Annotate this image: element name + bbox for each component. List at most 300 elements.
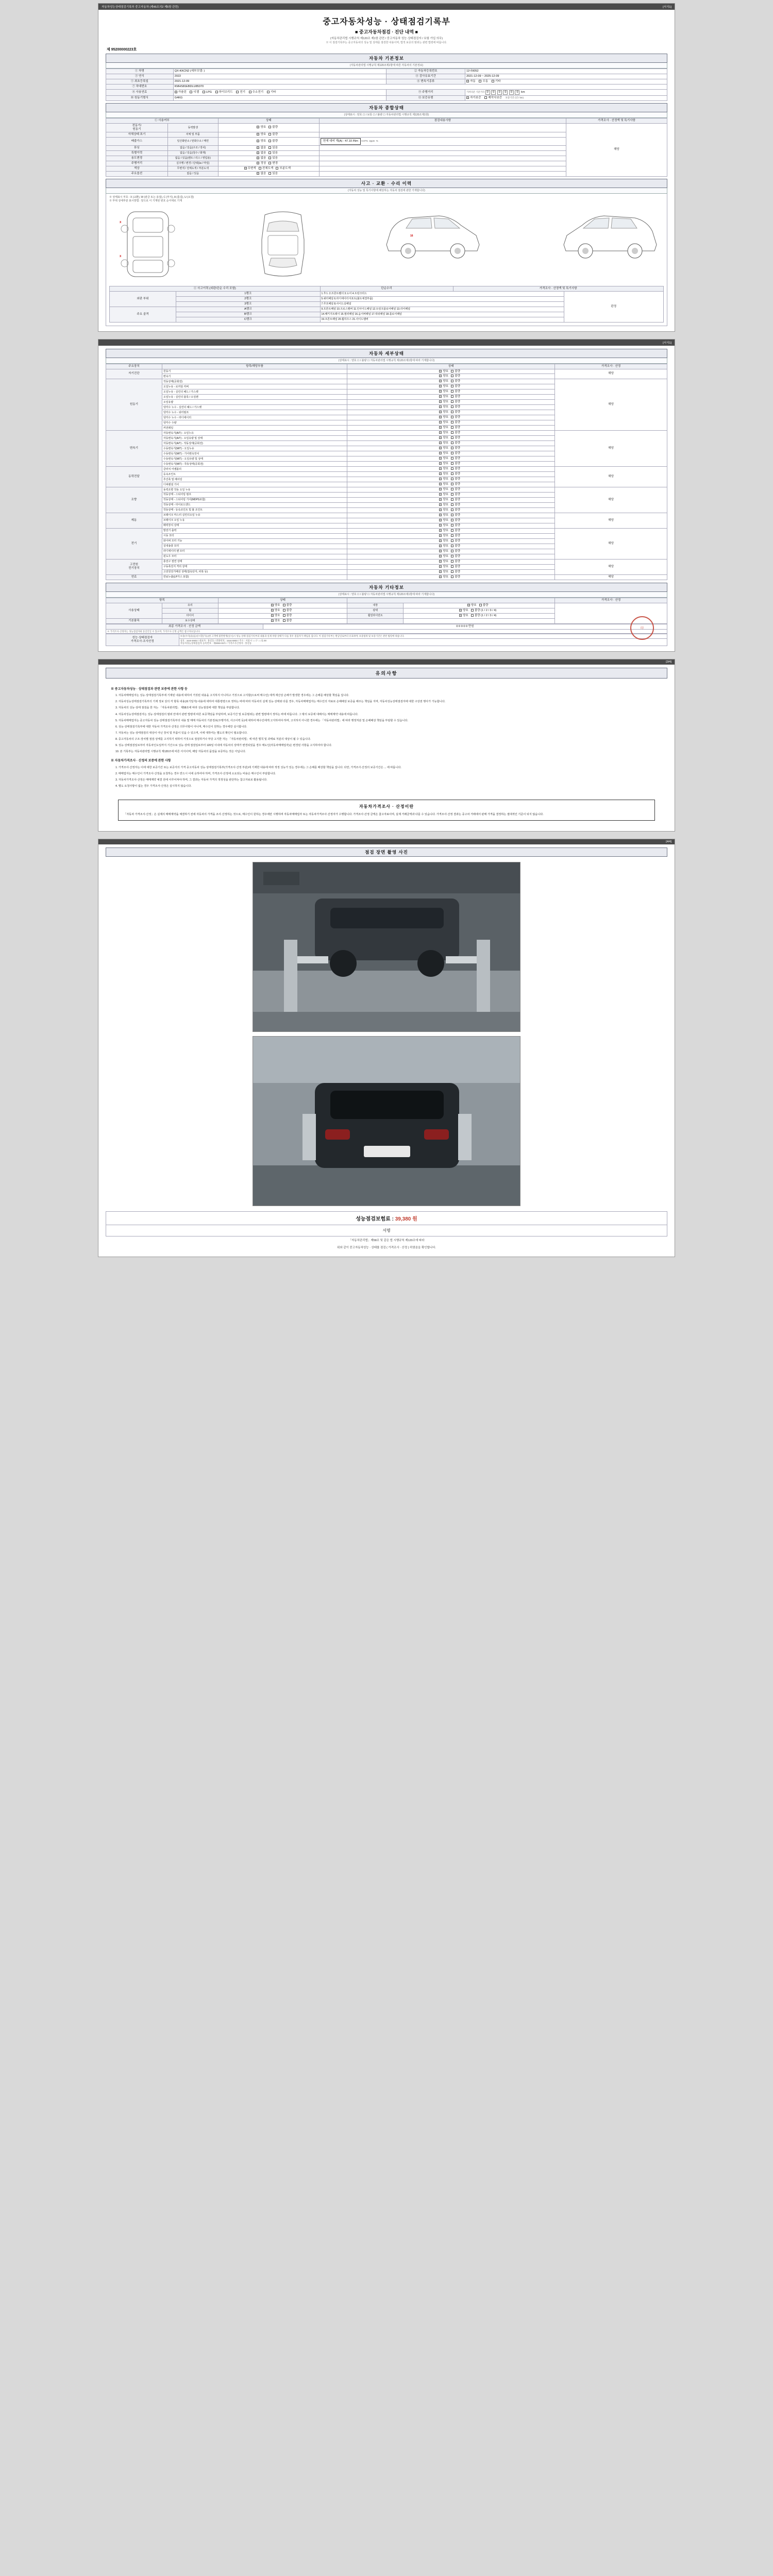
part-list: 5.쿼터패널 6.라디에이터서포트(볼트체결부품) bbox=[320, 296, 564, 301]
detail-state-checkbox[interactable]: 양호 bbox=[439, 436, 448, 440]
basic-info-header: 자동차 기본정보 bbox=[106, 54, 667, 63]
footer-note-1: 「자동차관리법」제58조 및 같은 법 시행규칙 제120조에 따라 bbox=[348, 1239, 425, 1242]
overall-state-checkbox[interactable]: 불량 bbox=[268, 126, 278, 129]
detail-part-name: 오일누유 - 실린더 헤드 / 가스켓 bbox=[162, 389, 347, 395]
other-state-checkbox[interactable]: 불량 bbox=[283, 614, 292, 618]
issuer-label-price: 가격조사·조사산정 bbox=[130, 640, 154, 643]
detail-state-checkbox[interactable]: 불량 bbox=[451, 462, 460, 466]
part-list: 19.프론트패널 20.휠하우스 21.사이드멤버 bbox=[320, 317, 564, 322]
fuel-hybrid-checkbox[interactable]: 하이브리드 bbox=[215, 91, 233, 94]
detail-part-name: 자동변속기(A/T) - 작동상태(공회전) bbox=[162, 441, 347, 446]
detail-state-checkbox[interactable]: 양호 bbox=[439, 565, 448, 569]
other-state-cell bbox=[218, 613, 347, 618]
detail-part-name: 고전원전기배선 상태(접속단자, 피복 등) bbox=[162, 569, 347, 574]
table-row bbox=[106, 513, 667, 518]
accident-panel-title-2: 단순수리 bbox=[320, 286, 453, 291]
detail-part-name: 시동 모터 bbox=[162, 534, 347, 539]
sheet-2 bbox=[98, 339, 675, 652]
overall-state-checkbox[interactable]: 없음 bbox=[257, 157, 266, 160]
detail-col-price: 가격조사 · 산정 bbox=[555, 364, 667, 369]
accident-diagram-box bbox=[106, 194, 667, 326]
detail-state-checkbox[interactable]: 불량 bbox=[451, 447, 460, 450]
detail-state-checkbox[interactable]: 불량 bbox=[451, 411, 460, 414]
detail-group-name: 고전원 전기장치 bbox=[106, 559, 162, 574]
detail-state-checkbox[interactable]: 불량 bbox=[451, 524, 460, 528]
detail-state-cell bbox=[347, 538, 555, 544]
detail-price-cell: 해당 bbox=[555, 379, 667, 431]
notice-paragraph: 2. 매매업자는 매수인이 가격조사·산정을 요청하는 경우 반드시 이에 응하여야 하며, 가격조사·산정에 소요되는 비용은 매수인이 부담합니다. bbox=[115, 772, 276, 775]
detail-state-checkbox[interactable]: 불량 bbox=[451, 478, 460, 481]
table-row bbox=[106, 529, 667, 534]
car-side-left-figure bbox=[379, 206, 488, 262]
detail-state-checkbox[interactable]: 불량 bbox=[451, 416, 460, 419]
detail-state-checkbox[interactable]: 양호 bbox=[439, 503, 448, 507]
detail-state-checkbox[interactable]: 불량 bbox=[451, 565, 460, 569]
detail-part-name: 윈도우 모터 bbox=[162, 554, 347, 559]
overall-state-checkbox[interactable]: 불량 bbox=[268, 133, 278, 137]
detail-state-checkbox[interactable]: 불량 bbox=[451, 472, 460, 476]
detail-part-name: 작동상태 - 스티어링 펌프 bbox=[162, 493, 347, 498]
other-state-checkbox[interactable]: 불량 (1 / 2 / 3 / 4) bbox=[471, 609, 497, 613]
detail-part-name: 동력조향 작동 오일 누유 bbox=[162, 487, 347, 493]
mileage-unit: km bbox=[521, 90, 525, 94]
other-state-checkbox[interactable]: 불량 bbox=[479, 604, 489, 607]
detail-state-cell bbox=[347, 374, 555, 379]
other-state-cell bbox=[218, 603, 347, 608]
detail-state-checkbox[interactable]: 불량 bbox=[451, 570, 460, 574]
fuel-diesel-checkbox[interactable]: 디젤 bbox=[190, 91, 199, 94]
detail-state-checkbox[interactable]: 양호 bbox=[439, 395, 448, 399]
overall-state-checkbox[interactable]: 양호 bbox=[257, 133, 266, 137]
overall-state-checkbox[interactable]: 없음 bbox=[257, 151, 266, 155]
topbar-right-text: [서식1] bbox=[663, 341, 671, 345]
emission-value: 현재 대비 계(A) : 47.10 /Nm bbox=[321, 138, 361, 145]
lift-photo-image bbox=[253, 862, 520, 1032]
detail-state-checkbox[interactable]: 불량 bbox=[451, 534, 460, 538]
basic-info-note: (자동차관리법 시행규칙 제120조제1항에 따른 자동차의 기본정보) bbox=[106, 63, 667, 69]
detail-state-checkbox[interactable]: 불량 bbox=[451, 457, 460, 461]
notice-paragraph: 10. 본 기록부는 자동차관리법 시행규칙 제120조에 따른 서식이며, 해당 자동차의 품질을 보증하는 것은 아닙니다. bbox=[115, 750, 246, 754]
detail-state-checkbox[interactable]: 양호 bbox=[439, 426, 448, 430]
detail-state-cell bbox=[347, 549, 555, 554]
overall-state-checkbox[interactable]: 양호 bbox=[257, 126, 266, 129]
detail-state-checkbox[interactable]: 불량 bbox=[451, 370, 460, 374]
detail-state-checkbox[interactable]: 양호 bbox=[439, 385, 448, 388]
detail-part-name: 작동상태 - 스티어링 기어(MDPS포함) bbox=[162, 498, 347, 503]
detail-state-checkbox[interactable]: 불량 bbox=[451, 467, 460, 471]
detail-state-checkbox[interactable]: 양호 bbox=[439, 467, 448, 471]
detail-part-name: 수동변속기(M/T) - 기어변속장치 bbox=[162, 451, 347, 456]
notice-paragraph: 9. 성능·상태점검일로부터 자동차인도일까지 기간으로 성능·상태 점검일로부터 120일 이내에 자동차의 상태가 변경되었을 경우 매도인(자동차매매업자)은 변경된 사항을 고지하여야 합니다. bbox=[115, 744, 332, 748]
other-state-checkbox[interactable]: 불량 bbox=[283, 604, 292, 607]
detail-state-checkbox[interactable]: 불량 bbox=[451, 395, 460, 399]
other-state-checkbox[interactable]: 양호 bbox=[271, 604, 280, 607]
mileage-digit: 0 bbox=[515, 90, 519, 95]
issuer-label-performance: 성능·상태점검자 bbox=[132, 636, 153, 640]
detail-state-checkbox[interactable]: 불량 bbox=[451, 426, 460, 430]
other-state-checkbox[interactable]: 양호 bbox=[467, 604, 477, 607]
overall-detail-cell: 현재 대비 계(A) : 47.10 /Nm 0.07% 2ppm % bbox=[319, 137, 566, 145]
detail-state-cell bbox=[347, 436, 555, 441]
detail-price-cell: 해당 bbox=[555, 574, 667, 580]
detail-col-state: 상태 bbox=[347, 364, 555, 369]
detail-state-cell bbox=[347, 529, 555, 534]
detail-state-checkbox[interactable]: 불량 bbox=[451, 493, 460, 497]
fuel-electric-checkbox[interactable]: 전기 bbox=[236, 91, 245, 94]
part-rank: B랭크 bbox=[176, 312, 321, 317]
detail-state-checkbox[interactable]: 양호 bbox=[439, 550, 448, 553]
title-note-1: (자동차관리법 시행규칙 제120조 제1항 관련 / 중고자동차 성능·상태점검자 / 보험 가입 의무) bbox=[330, 37, 443, 40]
detail-state-checkbox[interactable]: 양호 bbox=[439, 539, 448, 543]
detail-state-cell bbox=[347, 498, 555, 503]
fuel-gasoline-checkbox[interactable]: 가솔린 bbox=[175, 91, 187, 94]
detail-state-checkbox[interactable]: 양호 bbox=[439, 472, 448, 476]
warranty-maker-checkbox[interactable]: 제작사보증 bbox=[484, 96, 502, 100]
detail-state-cell bbox=[347, 493, 555, 498]
notice-paragraph: 7. 자동차는 성능·상태점검의 대상이 아닌 장치 및 부품이 있을 수 있으며, 이에 대하여는 별도의 확인이 필요합니다. bbox=[115, 731, 248, 735]
overall-state-checkbox[interactable]: 없음 bbox=[257, 172, 266, 176]
detail-state-checkbox[interactable]: 양호 bbox=[439, 400, 448, 404]
detail-state-cell bbox=[347, 446, 555, 451]
detail-state-cell bbox=[347, 472, 555, 477]
mileage-basis-label: 가져다준 기준거리 bbox=[466, 90, 485, 93]
other-state-checkbox[interactable]: 양호 bbox=[459, 614, 468, 618]
overall-state-checkbox[interactable]: 있음 bbox=[268, 172, 278, 176]
overall-detail-cell bbox=[319, 150, 566, 156]
notice-paragraph: 4. 자동차성능상태점검자는 성능·상태점검의 범위 안에서 관련 법령에 따른 보증책임을 부담하며, 보증기간 및 보증범위는 관련 법령에서 정하는 바에 따릅니다. 그 밖의 보증에 대해서는 매매계약 내용에 따릅니다. bbox=[115, 713, 358, 716]
table-row bbox=[106, 467, 667, 472]
overall-item: 튜닝 bbox=[106, 145, 168, 150]
document-page bbox=[0, 0, 773, 1270]
detail-state-checkbox[interactable]: 불량 bbox=[451, 575, 460, 579]
detail-state-checkbox[interactable]: 불량 bbox=[451, 519, 460, 522]
table-row bbox=[106, 629, 667, 634]
other-item-2: 내장 bbox=[347, 603, 404, 608]
detail-state-checkbox[interactable]: 불량 bbox=[451, 483, 460, 486]
notice-paragraph: 6. 성능·상태점검기록부에 대한 자동차 가격조사·산정은 의무사항이 아니며, 매수인이 원하는 경우에만 실시합니다. bbox=[115, 725, 247, 728]
detail-state-checkbox[interactable]: 양호 bbox=[439, 421, 448, 425]
detail-state-checkbox[interactable]: 불량 bbox=[451, 529, 460, 533]
car-side-left-icon bbox=[379, 206, 488, 262]
photos-header: 점검 장면 촬영 사진 bbox=[106, 848, 667, 857]
detail-state-checkbox[interactable]: 불량 bbox=[451, 545, 460, 548]
other-state-checkbox[interactable]: 양호 bbox=[271, 619, 280, 623]
trans-auto-checkbox[interactable]: 자동 bbox=[466, 80, 476, 83]
other-item-2: 휠얼라이먼트 bbox=[347, 613, 404, 618]
detail-state-checkbox[interactable]: 불량 bbox=[451, 488, 460, 492]
detail-state-checkbox[interactable]: 불량 bbox=[451, 375, 460, 378]
result-value: 39,380 원 bbox=[395, 1216, 417, 1222]
notice-paragraph: 4. 별도 요청사항이 없는 경우 가격조사·산정은 실시하지 않습니다. bbox=[115, 784, 192, 788]
other-state-cell-2 bbox=[404, 608, 555, 613]
detail-state-checkbox[interactable]: 양호 bbox=[439, 498, 448, 502]
detail-state-checkbox[interactable]: 양호 bbox=[439, 416, 448, 419]
detail-part-name: 작동상태 - 등속조인트 및 볼 조인트 bbox=[162, 508, 347, 513]
car-front-figure bbox=[109, 206, 187, 283]
part-list: 14.패키지트레이 15.필러패널 16.옵서버패널 17.대쉬패널 18.플로어패널 bbox=[320, 312, 564, 317]
other-item: 휠 bbox=[162, 608, 218, 613]
overall-col-item: ① 사용여부 bbox=[106, 118, 219, 123]
part-group-outer: 외판 부위 bbox=[110, 291, 176, 307]
detail-state-checkbox[interactable]: 양호 bbox=[439, 483, 448, 486]
detail-state-checkbox[interactable]: 양호 bbox=[439, 447, 448, 450]
trans-other-checkbox[interactable]: 기타 bbox=[492, 80, 501, 83]
detail-state-checkbox[interactable]: 불량 bbox=[451, 555, 460, 558]
basic-label-fuel: ⑧ 사용연료 bbox=[106, 89, 174, 95]
issuer-table bbox=[106, 634, 667, 646]
detail-price-cell: 해당 bbox=[555, 431, 667, 467]
mileage-digit: 0 bbox=[485, 90, 490, 95]
detail-state-cell bbox=[347, 369, 555, 374]
detail-state-checkbox[interactable]: 불량 bbox=[451, 539, 460, 543]
signature-bar: 서명 bbox=[106, 1225, 667, 1236]
detail-state-cell bbox=[347, 389, 555, 395]
other-state-cell-2 bbox=[404, 603, 555, 608]
sheet-3-topbar bbox=[98, 659, 675, 665]
overall-item: 전동기/ 원동기 bbox=[106, 123, 168, 132]
basic-label-platenum: ② 자동차등록번호 bbox=[386, 69, 465, 74]
detail-group-name: 조향 bbox=[106, 487, 162, 513]
overall-detail-cell bbox=[319, 132, 566, 137]
overall-state-cell bbox=[218, 145, 319, 150]
overall-state-checkbox[interactable]: 무변색 bbox=[244, 167, 256, 171]
detail-state-checkbox[interactable]: 불량 bbox=[451, 380, 460, 383]
overall-state-checkbox[interactable]: 전체도색 bbox=[259, 167, 274, 171]
document-title-block bbox=[106, 15, 667, 44]
overall-state-checkbox[interactable]: 양호 bbox=[257, 140, 266, 143]
detail-state-checkbox[interactable]: 불량 bbox=[451, 452, 460, 455]
detail-state-checkbox[interactable]: 양호 bbox=[439, 478, 448, 481]
detail-state-cell bbox=[347, 467, 555, 472]
detail-state-checkbox[interactable]: 양호 bbox=[439, 452, 448, 455]
detail-part-name: 발전기 출력 bbox=[162, 529, 347, 534]
fuel-other-checkbox[interactable]: 기타 bbox=[267, 91, 276, 94]
detail-note: (상태표시 : 양호 ☐ / 불량 ☐ 자동차관리법 시행규칙 제120조제1항에 따라 기재합니다) bbox=[106, 358, 667, 364]
detail-part-name: 냉각수 누수 - 라디에이터 bbox=[162, 415, 347, 420]
other-col-extra bbox=[347, 598, 555, 603]
other-state-checkbox[interactable]: 양호 bbox=[459, 609, 468, 613]
detail-group-name: 연료 bbox=[106, 574, 162, 580]
price-survey-definition-body: 「자동차 가격조사·산정」은 실제의 매매계약을 체결하기 전에 자동차의 가격을 조사·산정하는 것으로, 매수인이 원하는 경우에만 시행하며 자동차매매업자 또는 자동차가격조사·산정자가 수행합니다. 가격조사·산정 금액은 참고자료이며, 실제 거래금액과 다를 수 있습니다. 가격조사·산정 결과는 중고차 거래에서 판매 가격을 결정하는 절대적인 기준이 되지 않습니다. bbox=[124, 812, 544, 816]
detail-state-checkbox[interactable]: 양호 bbox=[439, 462, 448, 466]
part-rank: C랭크 bbox=[176, 317, 321, 322]
detail-state-checkbox[interactable]: 불량 bbox=[451, 560, 460, 564]
overall-state-checkbox[interactable]: 변경 bbox=[268, 162, 278, 165]
detail-part-name: 충전구 절연 상태 bbox=[162, 559, 347, 564]
overall-state-checkbox[interactable]: 정상 bbox=[257, 162, 266, 165]
detail-state-cell bbox=[347, 379, 555, 384]
overall-item: 배출가스 bbox=[106, 137, 168, 145]
detail-state-checkbox[interactable]: 불량 bbox=[451, 503, 460, 507]
detail-part-name: 원동기 bbox=[162, 369, 347, 374]
detail-price-cell: 해당 bbox=[555, 467, 667, 487]
overall-state-checkbox[interactable]: 있음 bbox=[268, 157, 278, 160]
detail-state-checkbox[interactable]: 양호 bbox=[439, 411, 448, 414]
detail-state-checkbox[interactable]: 불량 bbox=[451, 442, 460, 445]
basic-value-engine: G4KG bbox=[173, 95, 386, 100]
other-state-checkbox[interactable]: 불량 (1 / 2 / 3 / 4) bbox=[471, 614, 497, 618]
detail-state-checkbox[interactable]: 불량 bbox=[451, 550, 460, 553]
detail-price-cell: 해당 bbox=[555, 513, 667, 529]
table-row bbox=[106, 634, 667, 639]
other-state-checkbox[interactable]: 불량 bbox=[283, 609, 292, 613]
detail-state-cell bbox=[347, 462, 555, 467]
detail-state-checkbox[interactable]: 불량 bbox=[451, 498, 460, 502]
overall-state-checkbox[interactable]: 있음 bbox=[268, 151, 278, 155]
detail-part-name: 연료누출(LP가스 포함) bbox=[162, 574, 347, 580]
sheet-1-topbar bbox=[98, 4, 675, 10]
other-state-checkbox[interactable]: 불량 bbox=[283, 619, 292, 623]
overall-subitem: 차체 및 부품 bbox=[167, 132, 218, 137]
basic-label-vin: ⑦ 차대번호 bbox=[106, 84, 174, 89]
detail-price-cell: 해당 bbox=[555, 529, 667, 560]
fuel-lpg-checkbox[interactable]: LPG bbox=[203, 91, 212, 94]
detail-state-checkbox[interactable]: 양호 bbox=[439, 375, 448, 378]
other-state-cell-2 bbox=[404, 618, 555, 623]
basic-value-mileage bbox=[465, 89, 667, 95]
detail-state-checkbox[interactable]: 양호 bbox=[439, 519, 448, 522]
detail-state-checkbox[interactable]: 양호 bbox=[439, 457, 448, 461]
detail-state-checkbox[interactable]: 양호 bbox=[439, 405, 448, 409]
detail-state-checkbox[interactable]: 양호 bbox=[439, 555, 448, 558]
overall-state-checkbox[interactable]: 있음 bbox=[268, 146, 278, 150]
other-item-2 bbox=[347, 618, 404, 623]
detail-state-cell bbox=[347, 395, 555, 400]
fuel-hydrogen-checkbox[interactable]: 수소전기 bbox=[249, 91, 264, 94]
detail-state-checkbox[interactable]: 양호 bbox=[439, 524, 448, 528]
detail-state-checkbox[interactable]: 양호 bbox=[439, 390, 448, 394]
table-row bbox=[106, 431, 667, 436]
detail-state-checkbox[interactable]: 불량 bbox=[451, 509, 460, 512]
result-bar bbox=[106, 1211, 667, 1225]
other-state-checkbox[interactable]: 양호 bbox=[271, 614, 280, 618]
title-note-2: ※ 이 점검기록부는 중고자동차의 성능 및 상태를 점검한 내용이며, 법적 보증의 범위는 관련 법령에 따릅니다. bbox=[326, 41, 447, 44]
detail-state-cell bbox=[347, 534, 555, 539]
detail-state-checkbox[interactable]: 양호 bbox=[439, 529, 448, 533]
overall-state-checkbox[interactable]: 부분도색 bbox=[276, 167, 291, 171]
basic-value-carname: QX-KKCN2 (세부모델: ) bbox=[173, 69, 386, 74]
table-header-row bbox=[110, 286, 664, 291]
notice-paragraph: 5. 자동차매매업자는 중고자동차 성능·상태점검기록부의 내용 및 매매 자동차의 기본정보(주행거리, 사고이력 등)에 대하여 매수인에게 고지하여야 하며, 고지하지 아니한 경우에는 「자동차관리법」에 따라 행정처분 및 손해배상 책임을 부담할 수 있습니다. bbox=[115, 719, 408, 722]
detail-state-cell bbox=[347, 431, 555, 436]
detail-table bbox=[106, 364, 667, 580]
table-row bbox=[106, 369, 667, 374]
overall-subitem: 없음 / 있음 bbox=[167, 171, 218, 176]
rear-photo-image bbox=[253, 1037, 520, 1206]
detail-state-cell bbox=[347, 508, 555, 513]
detail-part-name: 배력장치 상태 bbox=[162, 523, 347, 529]
detail-state-checkbox[interactable]: 양호 bbox=[439, 545, 448, 548]
detail-state-checkbox[interactable]: 양호 bbox=[439, 570, 448, 574]
overall-col-detail: 점검내용사항 bbox=[319, 118, 566, 123]
detail-state-checkbox[interactable]: 불량 bbox=[451, 436, 460, 440]
table-row bbox=[106, 95, 667, 100]
detail-state-cell bbox=[347, 503, 555, 508]
overall-subitem: 없음 / 있음(렌트 / 리스 / 영업용) bbox=[167, 156, 218, 161]
basic-value-transmission bbox=[465, 79, 667, 84]
basic-label-firstreg: ⑤ 최초등록일 bbox=[106, 79, 174, 84]
lift-photo bbox=[253, 862, 520, 1032]
car-side-right-figure bbox=[556, 206, 664, 262]
detail-group-name: 동력전달 bbox=[106, 467, 162, 487]
basic-value-inspection: 2021-12-09 ~ 2025-12-09 bbox=[465, 74, 667, 79]
basic-info-table bbox=[106, 69, 667, 101]
detail-state-cell bbox=[347, 518, 555, 523]
overall-item: 주행거리 bbox=[106, 161, 168, 166]
doc-number: 제 95200000223호 bbox=[107, 48, 137, 52]
basic-value-fuel bbox=[173, 89, 386, 95]
accident-header: 사고 · 교환 · 수리 이력 bbox=[106, 179, 667, 188]
table-row bbox=[106, 69, 667, 74]
detail-state-checkbox[interactable]: 양호 bbox=[439, 514, 448, 517]
car-side-right-icon bbox=[556, 206, 664, 262]
other-state-checkbox[interactable]: 양호 bbox=[271, 609, 280, 613]
trans-manual-checkbox[interactable]: 수동 bbox=[479, 80, 488, 83]
overall-detail-cell bbox=[319, 156, 566, 161]
basic-label-transmission: ⑥ 변속기종류 bbox=[386, 79, 465, 84]
detail-state-cell bbox=[347, 405, 555, 410]
topbar-right-text: [서식1] bbox=[663, 6, 671, 9]
overall-col-note: 가격조사 · 산정액 및 특기사항 bbox=[566, 118, 667, 123]
part-list: 7.루프패널 8.사이드실패널 bbox=[320, 301, 564, 307]
overall-item: 용도변경 bbox=[106, 156, 168, 161]
warranty-self-checkbox[interactable]: 자가보증 bbox=[466, 96, 481, 100]
other-state-cell bbox=[218, 608, 347, 613]
overall-state-checkbox[interactable]: 불량 bbox=[268, 140, 278, 143]
basic-value-platenum: 11나0052 bbox=[465, 69, 667, 74]
page-title: 중고자동차성능 · 상태점검기록부 bbox=[323, 18, 450, 26]
detail-state-checkbox[interactable]: 불량 bbox=[451, 390, 460, 394]
overall-col-state: 상태 bbox=[218, 118, 319, 123]
detail-part-name: 브레이크 마스터 실린더오일 누유 bbox=[162, 513, 347, 518]
detail-state-checkbox[interactable]: 불량 bbox=[451, 514, 460, 517]
detail-state-checkbox[interactable]: 불량 bbox=[451, 400, 460, 404]
warranty-period-label: 보증기간 bbox=[505, 96, 514, 99]
detail-state-checkbox[interactable]: 양호 bbox=[439, 380, 448, 383]
other-note: (상태표시 : 양호 ☐ / 불량 ☐ 자동차관리법 시행규칙 제120조제1항에 따라 기재합니다) bbox=[106, 592, 667, 598]
detail-state-checkbox[interactable]: 불량 bbox=[451, 431, 460, 435]
notice-paragraph: 3. 자동차의 성능·상태 점검을 한 자는 「자동차관리법」 제58조에 따라 성능점검에 대한 책임을 부담합니다. bbox=[115, 706, 240, 710]
overall-subitem: 실주행 / 변경 / 단위(㎞ / 마일) bbox=[167, 161, 218, 166]
detail-state-checkbox[interactable]: 양호 bbox=[439, 534, 448, 538]
overall-state-checkbox[interactable]: 없음 bbox=[257, 146, 266, 150]
final-price-table bbox=[106, 624, 667, 634]
table-row bbox=[106, 84, 667, 89]
overall-subitem: 일산화탄소 / 탄화수소 / 매연 bbox=[167, 137, 218, 145]
detail-state-checkbox[interactable]: 양호 bbox=[439, 575, 448, 579]
detail-state-checkbox[interactable]: 양호 bbox=[439, 560, 448, 564]
detail-state-checkbox[interactable]: 불량 bbox=[451, 405, 460, 409]
part-rank: 3랭크 bbox=[176, 301, 321, 307]
photo-grid bbox=[106, 857, 667, 1211]
final-price-value: 0 0 0 0 0 만원 bbox=[263, 624, 667, 629]
detail-state-checkbox[interactable]: 양호 bbox=[439, 370, 448, 374]
detail-state-checkbox[interactable]: 양호 bbox=[439, 493, 448, 497]
detail-price-cell: 해당 bbox=[555, 559, 667, 574]
detail-state-checkbox[interactable]: 양호 bbox=[439, 431, 448, 435]
part-rank: 2랭크 bbox=[176, 296, 321, 301]
detail-state-checkbox[interactable]: 양호 bbox=[439, 509, 448, 512]
detail-state-checkbox[interactable]: 양호 bbox=[439, 488, 448, 492]
detail-state-checkbox[interactable]: 불량 bbox=[451, 421, 460, 425]
detail-state-checkbox[interactable]: 양호 bbox=[439, 442, 448, 445]
detail-state-checkbox[interactable]: 불량 bbox=[451, 385, 460, 388]
table-row bbox=[106, 123, 667, 132]
other-state-cell bbox=[218, 618, 347, 623]
table-row bbox=[106, 574, 667, 580]
overall-detail-cell bbox=[319, 166, 566, 171]
basic-label-carname: ① 차명 bbox=[106, 69, 174, 74]
